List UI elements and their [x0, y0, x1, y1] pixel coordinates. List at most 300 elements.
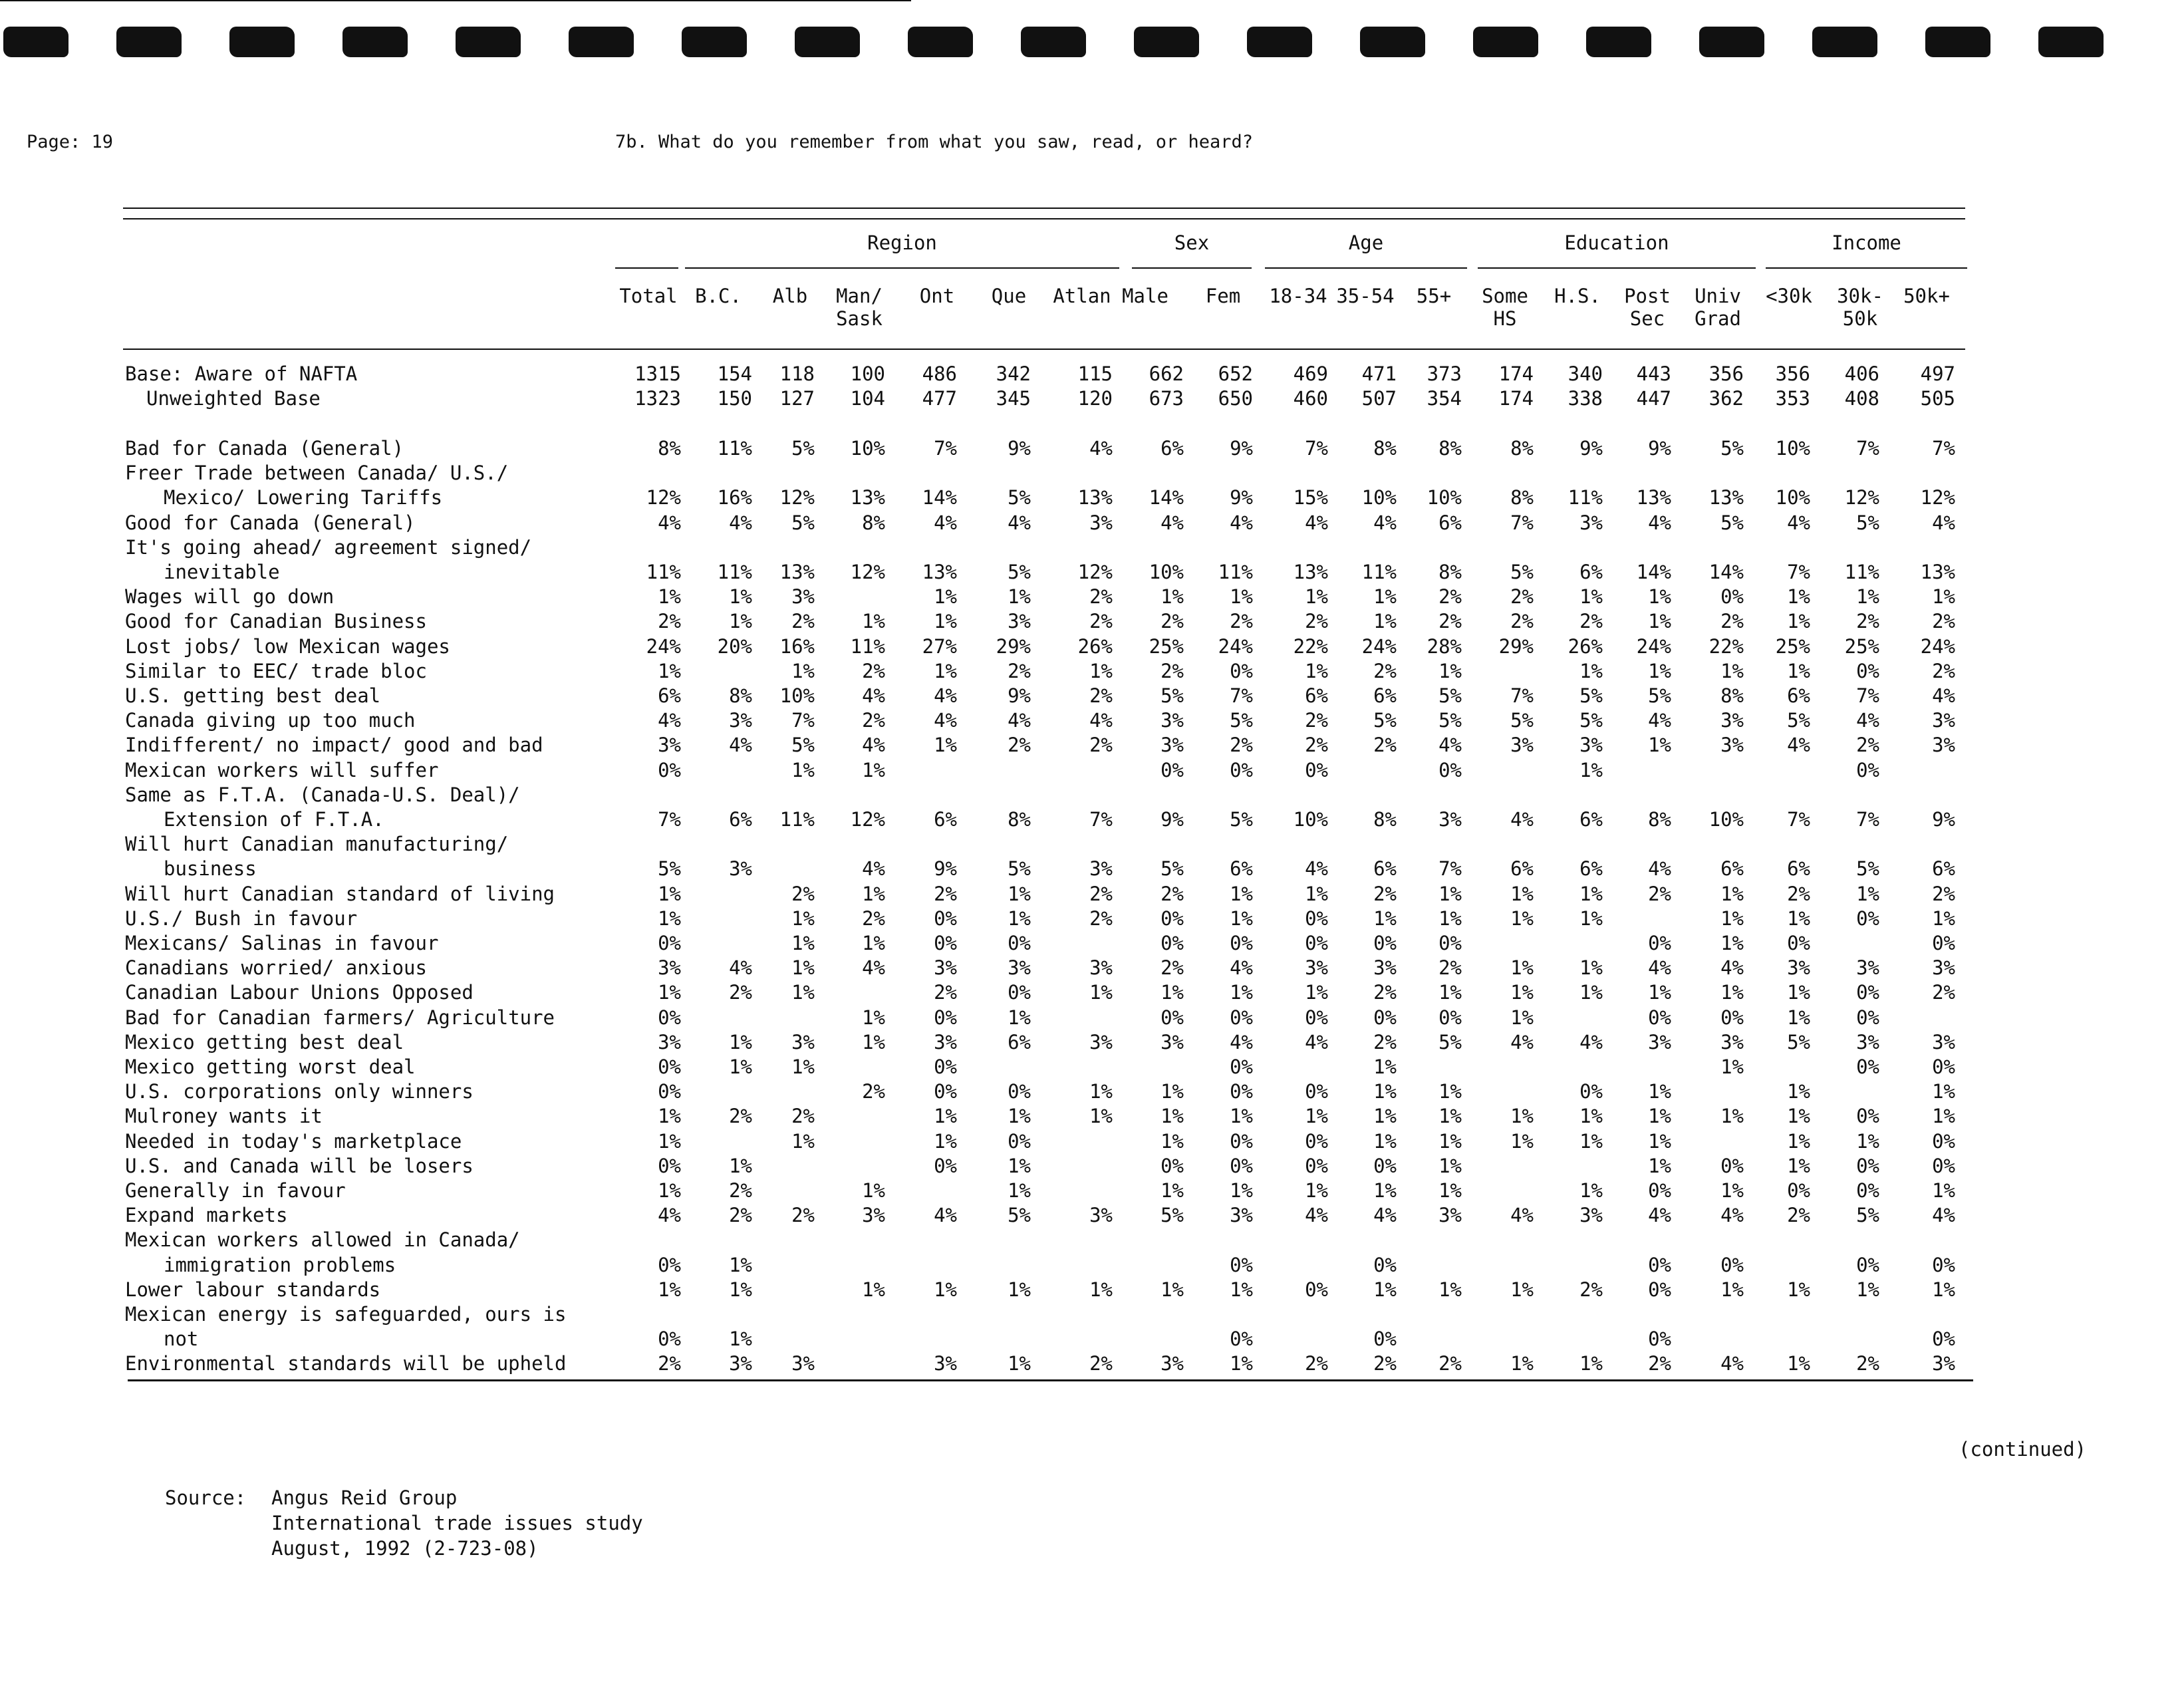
column-header: H.S. — [1554, 285, 1601, 307]
table-cell: 1% — [658, 1278, 681, 1301]
table-cell: 4% — [1720, 1352, 1744, 1375]
punch-hole — [3, 27, 68, 57]
column-header: <30k — [1766, 285, 1812, 307]
table-cell: 1% — [1932, 1278, 1955, 1301]
table-cell: 0% — [1932, 932, 1955, 954]
table-cell: 12% — [1844, 486, 1879, 509]
table-cell: 7% — [1856, 808, 1879, 831]
table-cell: 25% — [1775, 634, 1810, 658]
table-cell: 10% — [779, 684, 815, 707]
table-cell: 2% — [1720, 610, 1744, 633]
table-cell: 3% — [934, 1352, 957, 1375]
table-cell: 1% — [1305, 1105, 1328, 1128]
table-cell: 24% — [1920, 634, 1955, 658]
table-cell: 0% — [1160, 932, 1184, 954]
table-cell: 1% — [934, 610, 957, 633]
table-cell: 12% — [779, 486, 815, 509]
row-label: Bad for Canadian farmers/ Agriculture — [125, 1006, 555, 1029]
table-cell: 1% — [1373, 1080, 1397, 1103]
table-cell: 11% — [779, 808, 815, 831]
table-cell: 1% — [1856, 1129, 1879, 1153]
table-cell: 1% — [729, 1253, 752, 1276]
table-cell: 0% — [1305, 1154, 1328, 1177]
table-cell: 0% — [658, 1006, 681, 1029]
row-label: inevitable — [164, 561, 280, 583]
table-cell: 3% — [1579, 734, 1603, 757]
table-cell: 1% — [1579, 1179, 1603, 1202]
row-label: Mexican workers will suffer — [125, 758, 439, 781]
row-label: Environmental standards will be upheld — [125, 1352, 567, 1375]
group-header: Income — [1832, 231, 1901, 254]
table-cell: 11% — [1844, 561, 1879, 583]
table-cell: 1% — [1510, 1129, 1534, 1153]
table-cell: 10% — [1708, 808, 1744, 831]
table-cell: 0% — [1230, 1080, 1253, 1103]
table-cell: 4% — [934, 1204, 957, 1227]
table-cell: 1% — [658, 1105, 681, 1128]
table-cell: 6% — [658, 684, 681, 707]
table-cell: 1% — [1438, 1080, 1462, 1103]
table-cell: 1% — [1648, 585, 1671, 609]
table-cell: 1% — [658, 907, 681, 930]
table-cell: 1% — [1089, 1105, 1113, 1128]
table-cell: 1% — [1579, 1105, 1603, 1128]
table-cell: 1% — [1579, 659, 1603, 682]
table-cell: 4% — [1510, 1204, 1534, 1227]
table-cell: 1% — [1230, 585, 1253, 609]
row-label: Canadians worried/ anxious — [125, 956, 427, 980]
page-label: Page: 19 — [27, 132, 114, 152]
table-cell: 1% — [729, 1030, 752, 1054]
table-cell: 5% — [1720, 511, 1744, 534]
table-cell: 12% — [1077, 561, 1113, 583]
table-cell: 3% — [1720, 734, 1744, 757]
table-cell: 7% — [1932, 437, 1955, 460]
punch-hole — [682, 27, 747, 57]
table-cell: 10% — [1775, 486, 1810, 509]
table-cell: 6% — [1787, 684, 1810, 707]
table-cell: 0% — [1230, 1328, 1253, 1351]
table-cell: 3% — [1160, 734, 1184, 757]
row-label: Mexico getting worst deal — [125, 1056, 416, 1078]
table-cell: 13% — [1708, 486, 1744, 509]
table-cell: 3% — [1438, 808, 1462, 831]
table-cell: 5% — [791, 511, 815, 534]
header-bottom-rule — [123, 349, 1965, 350]
table-cell: 1% — [1160, 585, 1184, 609]
table-cell: 13% — [1293, 561, 1328, 583]
column-header: Man/ Sask — [836, 285, 883, 330]
table-cell: 652 — [1218, 362, 1253, 385]
table-cell: 3% — [791, 1352, 815, 1375]
table-cell: 2% — [1373, 1352, 1397, 1375]
table-cell: 1% — [1230, 981, 1253, 1004]
table-cell: 3% — [1932, 1352, 1955, 1375]
table-cell: 4% — [862, 956, 885, 980]
column-header: Some HS — [1482, 285, 1528, 330]
table-cell: 2% — [1160, 610, 1184, 633]
punch-hole — [1247, 27, 1312, 57]
table-cell: 8% — [1373, 808, 1397, 831]
table-cell: 1% — [1720, 1105, 1744, 1128]
punch-hole — [1360, 27, 1425, 57]
table-cell: 2% — [862, 907, 885, 930]
base-row-label: Base: Aware of NAFTA — [125, 362, 358, 385]
table-cell: 0% — [658, 1328, 681, 1351]
table-cell: 4% — [1856, 709, 1879, 732]
row-label: U.S. getting best deal — [125, 684, 381, 707]
table-cell: 1% — [1089, 1080, 1113, 1103]
table-cell: 11% — [1218, 561, 1253, 583]
table-cell: 14% — [922, 486, 957, 509]
table-cell: 3% — [1089, 857, 1113, 881]
table-cell: 1% — [1089, 981, 1113, 1004]
table-cell: 24% — [1636, 634, 1671, 658]
table-cell: 4% — [1932, 511, 1955, 534]
table-cell: 12% — [850, 808, 885, 831]
table-cell: 1% — [1648, 981, 1671, 1004]
table-cell: 1% — [1305, 659, 1328, 682]
table-cell: 8% — [658, 437, 681, 460]
table-cell: 1% — [1373, 1278, 1397, 1301]
column-header: Univ Grad — [1695, 285, 1741, 330]
table-cell: 1% — [1089, 659, 1113, 682]
table-cell: 1% — [1787, 659, 1810, 682]
table-cell: 5% — [1160, 684, 1184, 707]
column-header: Post Sec — [1624, 285, 1671, 330]
table-cell: 2% — [658, 1352, 681, 1375]
row-label: Wages will go down — [125, 585, 335, 609]
table-top-rule-1 — [123, 208, 1965, 209]
table-cell: 1% — [1305, 981, 1328, 1004]
table-cell: 13% — [779, 561, 815, 583]
table-cell: 3% — [1305, 956, 1328, 980]
scan-top-edge — [0, 0, 911, 1]
table-cell: 2% — [1089, 882, 1113, 905]
table-cell: 2% — [1160, 659, 1184, 682]
table-cell: 7% — [1510, 684, 1534, 707]
punch-hole — [1021, 27, 1086, 57]
table-cell: 13% — [922, 561, 957, 583]
table-cell: 1% — [1648, 1154, 1671, 1177]
table-cell: 0% — [1230, 1056, 1253, 1078]
table-cell: 5% — [1230, 808, 1253, 831]
table-cell: 1% — [1787, 1105, 1810, 1128]
table-cell: 0% — [1438, 932, 1462, 954]
table-cell: 2% — [1932, 882, 1955, 905]
table-cell: 3% — [1720, 1030, 1744, 1054]
row-label: Mexican workers allowed in Canada/ — [125, 1228, 520, 1252]
punch-hole — [1586, 27, 1651, 57]
table-cell: 2% — [1579, 610, 1603, 633]
table-cell: 2% — [729, 1105, 752, 1128]
table-cell: 0% — [1579, 1080, 1603, 1103]
table-cell: 1% — [1008, 585, 1031, 609]
table-cell: 4% — [934, 684, 957, 707]
table-cell: 22% — [1293, 634, 1328, 658]
table-cell: 2% — [1305, 1352, 1328, 1375]
table-cell: 1% — [1510, 882, 1534, 905]
row-label: Mexican energy is safeguarded, ours is — [125, 1303, 567, 1326]
table-cell: 650 — [1218, 387, 1253, 410]
table-cell: 0% — [1856, 1105, 1879, 1128]
table-cell: 1% — [1008, 1179, 1031, 1202]
row-label: U.S. and Canada will be losers — [125, 1154, 474, 1177]
table-cell: 9% — [1648, 437, 1671, 460]
table-cell: 1% — [1230, 907, 1253, 930]
table-cell: 150 — [717, 387, 752, 410]
table-cell: 24% — [1218, 634, 1253, 658]
table-cell: 5% — [1648, 684, 1671, 707]
table-cell: 174 — [1498, 362, 1534, 385]
table-cell: 4% — [729, 511, 752, 534]
table-cell: 0% — [1720, 1154, 1744, 1177]
table-cell: 1% — [729, 585, 752, 609]
group-underline — [685, 267, 1119, 269]
table-cell: 4% — [658, 511, 681, 534]
table-cell: 4% — [1008, 511, 1031, 534]
table-cell: 6% — [1579, 561, 1603, 583]
table-cell: 3% — [729, 1352, 752, 1375]
table-cell: 104 — [850, 387, 885, 410]
table-cell: 2% — [1438, 610, 1462, 633]
table-cell: 3% — [934, 1030, 957, 1054]
table-cell: 3% — [1089, 511, 1113, 534]
table-top-rule-2 — [123, 218, 1965, 219]
table-cell: 1315 — [634, 362, 681, 385]
row-label: Freer Trade between Canada/ U.S./ — [125, 462, 509, 485]
table-cell: 2% — [1856, 1352, 1879, 1375]
table-cell: 4% — [1089, 437, 1113, 460]
table-cell: 2% — [1089, 610, 1113, 633]
column-header: 30k- 50k — [1837, 285, 1883, 330]
table-cell: 0% — [1008, 1129, 1031, 1153]
table-cell: 1% — [862, 1006, 885, 1029]
table-cell: 1% — [1373, 907, 1397, 930]
table-cell: 1% — [1579, 956, 1603, 980]
table-cell: 2% — [729, 1179, 752, 1202]
table-cell: 2% — [1305, 709, 1328, 732]
table-cell: 0% — [1230, 1129, 1253, 1153]
row-label: U.S. corporations only winners — [125, 1080, 474, 1103]
table-cell: 1% — [729, 610, 752, 633]
table-cell: 12% — [1920, 486, 1955, 509]
table-cell: 2% — [791, 882, 815, 905]
table-cell: 1% — [791, 1056, 815, 1078]
table-cell: 2% — [1230, 734, 1253, 757]
table-cell: 1% — [1230, 882, 1253, 905]
table-cell: 5% — [1856, 511, 1879, 534]
table-cell: 2% — [862, 709, 885, 732]
row-label: Mulroney wants it — [125, 1105, 323, 1128]
table-cell: 0% — [1230, 1253, 1253, 1276]
table-cell: 100 — [850, 362, 885, 385]
table-cell: 0% — [1160, 1006, 1184, 1029]
table-cell: 5% — [1438, 1030, 1462, 1054]
table-cell: 6% — [1230, 857, 1253, 881]
table-cell: 5% — [1373, 709, 1397, 732]
punch-hole — [342, 27, 408, 57]
table-cell: 1% — [658, 1129, 681, 1153]
punch-hole — [116, 27, 182, 57]
table-cell: 342 — [996, 362, 1031, 385]
continued-note: (continued) — [1959, 1438, 2087, 1461]
table-cell: 1% — [1008, 907, 1031, 930]
table-cell: 14% — [1636, 561, 1671, 583]
table-cell: 2% — [1787, 882, 1810, 905]
table-cell: 6% — [1510, 857, 1534, 881]
table-cell: 0% — [1856, 758, 1879, 781]
table-cell: 6% — [1787, 857, 1810, 881]
table-cell: 7% — [1305, 437, 1328, 460]
table-cell: 353 — [1775, 387, 1810, 410]
table-cell: 373 — [1427, 362, 1462, 385]
table-cell: 1% — [1932, 1080, 1955, 1103]
table-cell: 1% — [1787, 1278, 1810, 1301]
table-cell: 7% — [1856, 684, 1879, 707]
punch-hole — [795, 27, 860, 57]
table-cell: 1% — [658, 882, 681, 905]
table-cell: 1% — [1008, 1105, 1031, 1128]
table-cell: 497 — [1920, 362, 1955, 385]
row-label: Lower labour standards — [125, 1278, 381, 1301]
table-cell: 443 — [1636, 362, 1671, 385]
row-label: business — [164, 857, 257, 881]
table-cell: 2% — [1008, 659, 1031, 682]
table-cell: 662 — [1149, 362, 1184, 385]
row-label: Generally in favour — [125, 1179, 346, 1202]
group-header: Region — [867, 231, 937, 254]
table-cell: 4% — [1305, 1030, 1328, 1054]
table-cell: 11% — [850, 634, 885, 658]
table-cell: 6% — [1305, 684, 1328, 707]
table-cell: 2% — [1373, 882, 1397, 905]
table-cell: 2% — [1856, 734, 1879, 757]
table-cell: 1% — [1008, 882, 1031, 905]
table-cell: 3% — [658, 1030, 681, 1054]
table-cell: 4% — [1787, 511, 1810, 534]
table-cell: 1% — [1787, 907, 1810, 930]
table-cell: 11% — [1568, 486, 1603, 509]
table-cell: 0% — [1160, 907, 1184, 930]
table-cell: 11% — [717, 437, 752, 460]
table-cell: 0% — [1305, 1129, 1328, 1153]
table-cell: 5% — [658, 857, 681, 881]
table-cell: 0% — [658, 932, 681, 954]
table-cell: 5% — [791, 734, 815, 757]
source-line: International trade issues study — [271, 1512, 643, 1534]
table-cell: 22% — [1708, 634, 1744, 658]
table-cell: 5% — [1579, 684, 1603, 707]
row-label: Good for Canada (General) — [125, 511, 416, 534]
table-cell: 1% — [658, 659, 681, 682]
table-cell: 20% — [717, 634, 752, 658]
table-cell: 1% — [934, 734, 957, 757]
table-cell: 2% — [1648, 882, 1671, 905]
table-cell: 7% — [934, 437, 957, 460]
base-row-label: Unweighted Base — [146, 387, 321, 410]
table-cell: 6% — [1373, 684, 1397, 707]
table-cell: 4% — [1230, 956, 1253, 980]
table-cell: 1% — [658, 585, 681, 609]
table-cell: 0% — [1305, 1006, 1328, 1029]
table-cell: 5% — [1856, 857, 1879, 881]
table-cell: 2% — [1008, 734, 1031, 757]
punch-hole — [2038, 27, 2104, 57]
table-cell: 1% — [1579, 1352, 1603, 1375]
table-cell: 26% — [1077, 634, 1113, 658]
table-cell: 0% — [1932, 1129, 1955, 1153]
group-header: Age — [1348, 231, 1384, 254]
table-cell: 0% — [1373, 932, 1397, 954]
table-cell: 1% — [1787, 981, 1810, 1004]
table-cell: 4% — [1305, 1204, 1328, 1227]
table-cell: 0% — [1932, 1253, 1955, 1276]
table-cell: 1% — [1438, 1129, 1462, 1153]
table-cell: 3% — [1089, 956, 1113, 980]
table-cell: 1% — [1932, 907, 1955, 930]
table-cell: 1% — [1579, 1129, 1603, 1153]
table-cell: 0% — [658, 1080, 681, 1103]
table-cell: 3% — [1089, 1030, 1113, 1054]
table-cell: 0% — [934, 1080, 957, 1103]
table-cell: 0% — [1305, 932, 1328, 954]
table-cell: 13% — [850, 486, 885, 509]
table-cell: 1% — [1720, 907, 1744, 930]
table-cell: 11% — [717, 561, 752, 583]
table-cell: 154 — [717, 362, 752, 385]
punch-hole — [569, 27, 634, 57]
table-cell: 6% — [1579, 808, 1603, 831]
table-cell: 0% — [1373, 1154, 1397, 1177]
table-cell: 0% — [934, 932, 957, 954]
table-cell: 362 — [1708, 387, 1744, 410]
table-cell: 0% — [1373, 1328, 1397, 1351]
table-cell: 7% — [1089, 808, 1113, 831]
table-cell: 0% — [1305, 907, 1328, 930]
table-cell: 16% — [717, 486, 752, 509]
table-cell: 4% — [1305, 857, 1328, 881]
row-label: Extension of F.T.A. — [164, 808, 384, 831]
table-cell: 1% — [862, 1278, 885, 1301]
table-cell: 1% — [1438, 659, 1462, 682]
table-cell: 0% — [934, 907, 957, 930]
table-cell: 1% — [1510, 907, 1534, 930]
table-cell: 10% — [1427, 486, 1462, 509]
table-cell: 2% — [1160, 882, 1184, 905]
table-cell: 7% — [1510, 511, 1534, 534]
table-cell: 8% — [1648, 808, 1671, 831]
row-label: not — [164, 1328, 199, 1351]
table-cell: 2% — [1089, 1352, 1113, 1375]
table-cell: 1% — [658, 981, 681, 1004]
table-cell: 3% — [729, 857, 752, 881]
table-cell: 0% — [1648, 1253, 1671, 1276]
table-cell: 1% — [1373, 1056, 1397, 1078]
table-cell: 1% — [1305, 1179, 1328, 1202]
table-cell: 3% — [1160, 1030, 1184, 1054]
table-cell: 2% — [1373, 734, 1397, 757]
table-cell: 4% — [1230, 511, 1253, 534]
table-cell: 6% — [1008, 1030, 1031, 1054]
table-cell: 4% — [658, 1204, 681, 1227]
table-cell: 4% — [1932, 684, 1955, 707]
table-cell: 6% — [1438, 511, 1462, 534]
table-cell: 1% — [1720, 882, 1744, 905]
table-cell: 4% — [729, 734, 752, 757]
table-cell: 1% — [1230, 1179, 1253, 1202]
table-cell: 3% — [658, 956, 681, 980]
